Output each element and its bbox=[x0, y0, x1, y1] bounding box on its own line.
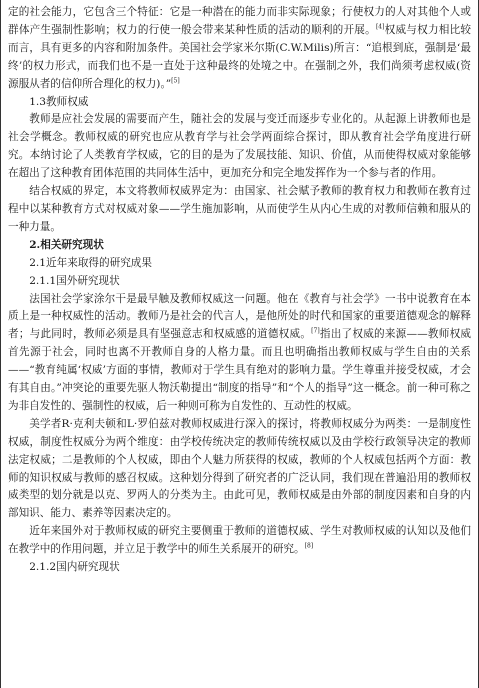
paragraph-power-definition: 定的社会能力，它包含三个特征：它是一种潜在的能力而非实际现象；行使权力的人对其他个人或群体产生强制性影响；权力的行使一般会带来某种性质的活动的顺利的开展。[4]权威与权力相比较而言，具有更多的内容和附加条件。美国社会学家米尔斯(C.W.Milis)所言：“追根到底，强制是‘最终’的权力形式，而我们也不是一直处于这种最终的处境之中。在强制之外，我们尚须考虑权威(资源服从者的信仰所合理化的权力)。”[5] bbox=[8, 6, 472, 90]
citation-4: [4] bbox=[375, 23, 385, 31]
heading-recent-results: 2.1近年来取得的研究成果 bbox=[29, 256, 152, 269]
paragraph-authority-definition: 结合权威的界定，本文将教师权威界定为：由国家、社会赋予教师的教育权力和教师在教育过程中以某种教育方式对权威对象——学生施加影响，从而使学生从内心生成的对教师信赖和服从的一种力量。 bbox=[8, 185, 471, 233]
citation-5: [5] bbox=[171, 77, 180, 85]
paragraph-recent-foreign: 近年来国外对于教师权威的研究主要侧重于教师的道德权威、学生对教师权威的认知以及他们在教学中的作用问题，并立足于教学中的师生关系展开的研究。[8] bbox=[8, 525, 471, 556]
paragraph-teacher-origin: 教师是应社会发展的需要而产生，随社会的发展与变迁而逐步专业化的。从起源上讲教师也是社会学概念。教师权威的研究也应从教育学与社会学两面综合探讨，即从教育社会学角度进行研究。本纳讨论了人类教育学权威，它的目的是为了发展技能、知识、价值，从而使得权威对象能够在超出了这种教育团体范围的共同体生活中，更加充分和完全地发挥作为一个参与者的作用。 bbox=[8, 113, 471, 180]
heading-teacher-authority: 1.3教师权威 bbox=[29, 95, 89, 108]
citation-8: [8] bbox=[304, 542, 314, 550]
heading-related-research: 2.相关研究现状 bbox=[29, 238, 104, 251]
heading-domestic-research: 2.1.2国内研究现状 bbox=[29, 561, 120, 574]
paragraph-clifton-roberts: 美学者R·克利夫顿和L·罗伯兹对教师权威进行深入的探讨，将教师权威分为两类：一是制度性权威，制度性权威分为两个维度：由学校传统决定的教师传统权威以及由学校行政领导决定的教师法定权威；二是教师的个人权威，即由个人魅力所获得的权威，教师的个人权威包括两个方面：教师的知识权威与教师的感召权威。这种划分得到了研究者的广泛认同，我们现在普遍沿用的教师权威类型的划分就是以克、罗两人的分类为主。由此可见，教师权威是由外部的制度因素和自身的内部知识、能力、素养等因素决定的。 bbox=[8, 417, 471, 520]
paragraph-durkheim: 法国社会学家涂尔干是最早触及教师权威这一问题。他在《教育与社会学》一书中说教育在本质上是一种权威性的活动。教师乃是社会的代言人，是他所处的时代和国家的重要道德观念的解释者；与此同时，教师必须是具有坚强意志和权威感的道德权威。[7]指出了权威的来源——教师权威首先源于社会，同时也离不开教师自身的人格力量。而且也明确指出教师权威与学生自由的关系——“教育纯属‘权威’方面的事情，教师对于学生具有绝对的影响力量。学生尊重并接受权威，才会有其自由。”冲突论的重要先驱人物沃勒提出“制度的指导”和“个人的指导”这一概念。前一种可称之为非自发性的、强制性的权威，后一种则可称为自发性的、互动性的权威。 bbox=[8, 292, 471, 412]
heading-foreign-research: 2.1.1国外研究现状 bbox=[29, 274, 120, 287]
citation-7: [7] bbox=[311, 327, 320, 335]
